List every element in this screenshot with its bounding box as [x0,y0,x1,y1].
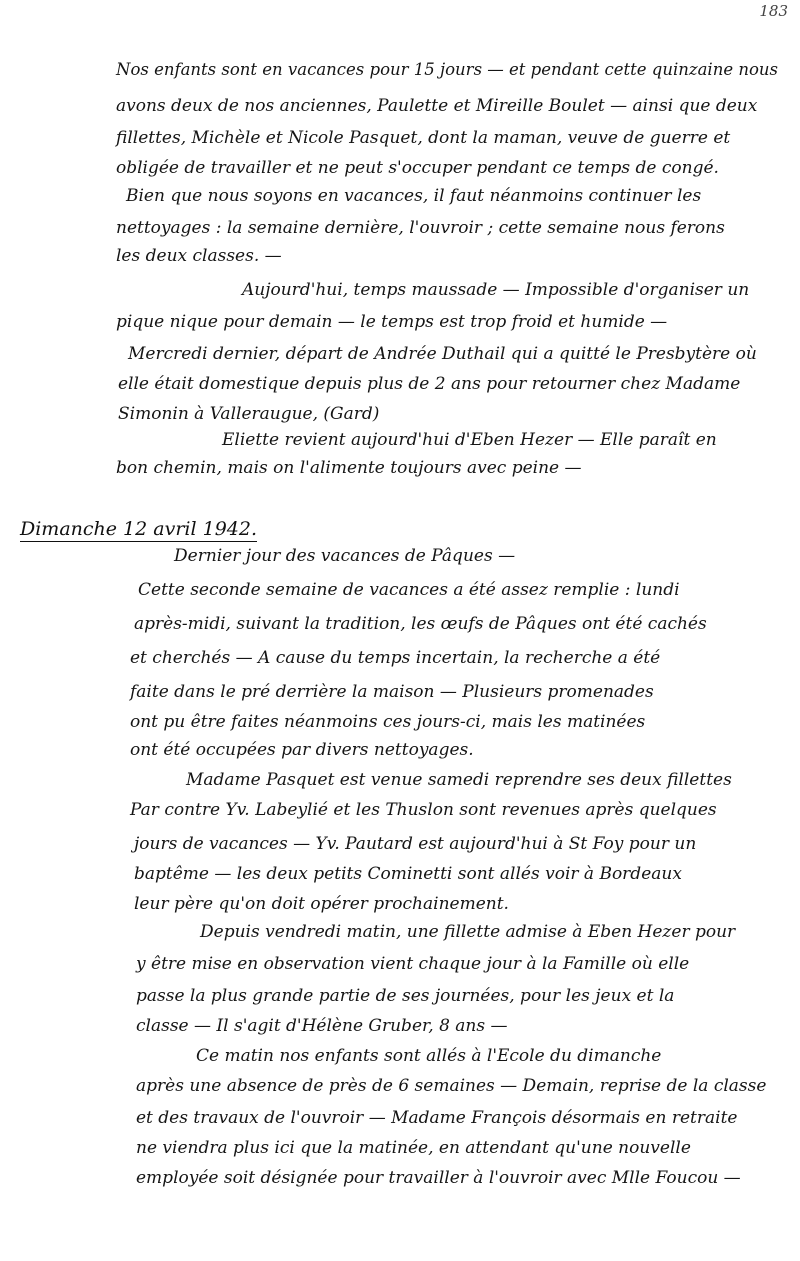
text-line: y être mise en observation vient chaque jour à la Famille où elle [136,954,690,974]
text-line: faite dans le pré derrière la maison — Plusieurs promenades [130,682,654,702]
text-line: Mercredi dernier, départ de Andrée Duthail qui a quitté le Presbytère où [128,344,757,364]
text-line: jours de vacances — Yv. Pautard est aujourd'hui à St Foy pour un [134,834,697,854]
text-line: et cherchés — A cause du temps incertain, la recherche a été [130,648,661,668]
text-line: avons deux de nos anciennes, Paulette et Mireille Boulet — ainsi que deux [116,96,758,116]
text-line: employée soit désignée pour travailler à l'ouvroir avec Mlle Foucou — [136,1168,741,1188]
text-line: pique nique pour demain — le temps est trop froid et humide — [116,312,668,332]
text-line: Eliette revient aujourd'hui d'Eben Hezer — Elle paraît en [222,430,717,450]
text-line: ont pu être faites néanmoins ces jours-ci, mais les matinées [130,712,646,732]
text-line: Simonin à Valleraugue, (Gard) [118,404,380,424]
text-line: après une absence de près de 6 semaines — Demain, reprise de la classe [136,1076,767,1096]
text-line: Ce matin nos enfants sont allés à l'Ecole du dimanche [196,1046,662,1066]
text-line: Dernier jour des vacances de Pâques — [174,546,516,566]
text-line: baptême — les deux petits Cominetti sont allés voir à Bordeaux [134,864,682,884]
text-line: bon chemin, mais on l'alimente toujours avec peine — [116,458,582,478]
text-line: et des travaux de l'ouvroir — Madame François désormais en retraite [136,1108,738,1128]
text-line: Nos enfants sont en vacances pour 15 jours — et pendant cette quinzaine nous [116,60,778,79]
text-line: ne viendra plus ici que la matinée, en attendant qu'une nouvelle [136,1138,691,1158]
text-line: Aujourd'hui, temps maussade — Impossible d'organiser un [242,280,750,300]
text-line: Bien que nous soyons en vacances, il faut néanmoins continuer les [126,186,702,206]
text-line: nettoyages : la semaine dernière, l'ouvroir ; cette semaine nous ferons [116,218,725,238]
text-line: les deux classes. — [116,246,282,266]
text-line: Madame Pasquet est venue samedi reprendre ses deux fillettes [186,770,732,790]
text-line: elle était domestique depuis plus de 2 ans pour retourner chez Madame [118,374,741,394]
text-line: après-midi, suivant la tradition, les œufs de Pâques ont été cachés [134,614,707,634]
text-line: obligée de travailler et ne peut s'occuper pendant ce temps de congé. [116,158,719,178]
text-line: ont été occupées par divers nettoyages. [130,740,474,760]
entry-date-heading: Dimanche 12 avril 1942. [20,518,257,540]
text-line: fillettes, Michèle et Nicole Pasquet, dont la maman, veuve de guerre et [116,128,731,148]
text-line: Par contre Yv. Labeylié et les Thuslon sont revenues après quelques [130,800,717,820]
page-number: 183 [759,2,788,20]
text-line: Depuis vendredi matin, une fillette admise à Eben Hezer pour [200,922,736,942]
text-line: Cette seconde semaine de vacances a été assez remplie : lundi [138,580,680,600]
text-line: classe — Il s'agit d'Hélène Gruber, 8 ans — [136,1016,508,1036]
text-line: passe la plus grande partie de ses journées, pour les jeux et la [136,986,675,1006]
text-line: leur père qu'on doit opérer prochainement. [134,894,509,914]
